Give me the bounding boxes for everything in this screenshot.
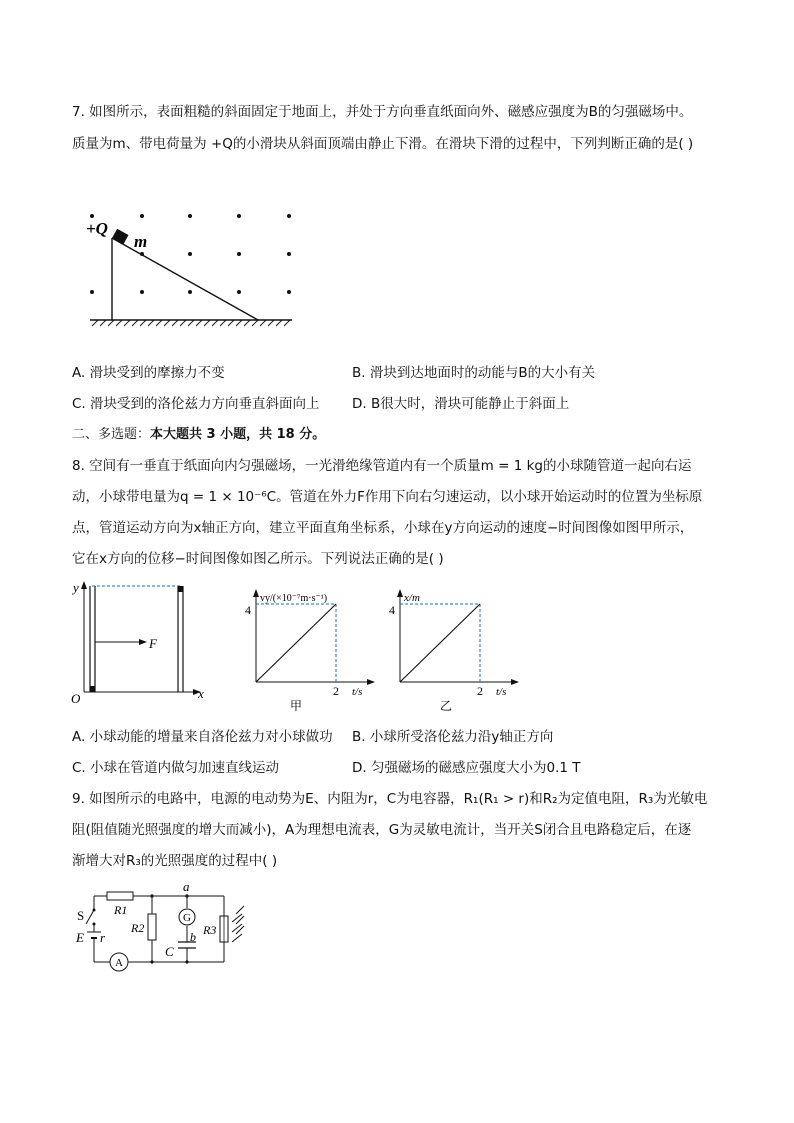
switch-contact-top xyxy=(93,909,96,912)
force-label: F xyxy=(149,636,157,651)
ball-final xyxy=(178,586,183,592)
q7-option-d[interactable]: D. B很大时，滑块可能静止于斜面上 xyxy=(352,396,570,412)
q9-stem-line-1: 9. 如图所示的电路中，电源的电动势为E、内阻为r，C为电容器，R₁(R₁ > r)和R₂为定值电阻，R₃为光敏电 xyxy=(72,791,708,807)
y-axis-arrow xyxy=(81,581,87,589)
q8-stem-line-4: 它在x方向的位移−时间图像如图乙所示。下列说法正确的是( ) xyxy=(72,551,444,567)
charge-label: +Q xyxy=(86,219,108,238)
jia-x-tick-2: 2 xyxy=(333,684,339,698)
q8-stem-line-1: 8. 空间有一垂直于纸面向内匀强磁场，一光滑绝缘管道内有一个质量m = 1 kg的小球随管道一起向右运 xyxy=(72,458,692,474)
q9-stem-line-2: 阻(阻值随光照强度的增大而减小)，A为理想电流表，G为灵敏电流计，当开关S闭合且电路稳定后，在逐 xyxy=(72,822,692,838)
switch-blade xyxy=(86,910,94,924)
jia-series-line xyxy=(256,604,336,682)
q9-stem-line-3: 渐增大对R₃的光照强度的过程中( ) xyxy=(72,853,278,869)
resistor-r2 xyxy=(148,914,156,940)
origin-label: O xyxy=(71,691,81,704)
chart-yi xyxy=(380,584,530,716)
yi-x-label: t/s xyxy=(496,686,507,698)
ammeter-label: A xyxy=(115,957,123,969)
yi-x-axis-arrow xyxy=(511,679,519,685)
force-arrow-head xyxy=(139,639,147,645)
junction-1 xyxy=(150,894,153,897)
switch-label: S xyxy=(77,908,85,923)
ground-hatching xyxy=(92,320,290,326)
galvanometer-label: G xyxy=(183,912,191,924)
junction-4 xyxy=(185,960,188,963)
r3-label: R3 xyxy=(203,923,217,937)
q8-stem-line-2: 动，小球带电量为q = 1 × 10⁻⁶C。管道在外力F作用下向右匀速运动，以小球开始运动时的位置为坐标原 xyxy=(72,489,703,505)
junction-3 xyxy=(150,960,153,963)
jia-caption: 甲 xyxy=(290,699,303,713)
q8-option-a[interactable]: A. 小球动能的增量来自洛伦兹力对小球做功 xyxy=(72,729,333,745)
section-heading xyxy=(72,425,325,445)
r2-label: R2 xyxy=(131,921,145,935)
x-axis-label: x xyxy=(198,686,204,701)
q8-option-c[interactable]: C. 小球在管道内做匀加速直线运动 xyxy=(72,760,280,776)
q8-stem-line-3: 点，管道运动方向为x轴正方向，建立平面直角坐标系，小球在y方向运动的速度−时间图像如图甲所示， xyxy=(72,520,694,536)
jia-y-axis-arrow xyxy=(253,589,259,597)
mass-label: m xyxy=(134,232,148,251)
node-b-label: b xyxy=(190,930,196,944)
yi-y-tick-4: 4 xyxy=(389,603,395,617)
yi-x-tick-2: 2 xyxy=(477,684,483,698)
yi-series-line xyxy=(400,604,480,682)
capacitor-label: C xyxy=(165,944,174,959)
q7-option-c[interactable]: C. 滑块受到的洛伦兹力方向垂直斜面向上 xyxy=(72,396,320,412)
internal-r-label: r xyxy=(100,930,106,945)
q9-circuit-diagram xyxy=(72,880,252,976)
r1-label: R1 xyxy=(114,903,128,917)
section-info: 本大题共 3 小题，共 18 分。 xyxy=(150,427,326,442)
y-axis-label: y xyxy=(73,580,79,595)
q7-stem-line-1: 7. 如图所示，表面粗糙的斜面固定于地面上，并处于方向垂直纸面向外、磁感应强度为B的匀强磁场中。 xyxy=(72,104,693,120)
yi-caption: 乙 xyxy=(440,699,453,713)
node-a-label: a xyxy=(183,880,190,894)
jia-y-label: vy/(×10⁻⁷m·s⁻¹) xyxy=(260,593,328,604)
q7-option-a[interactable]: A. 滑块受到的摩擦力不变 xyxy=(72,365,225,381)
yi-y-label: x/m xyxy=(404,592,420,604)
q7-option-b[interactable]: B. 滑块到达地面时的动能与B的大小有关 xyxy=(352,365,596,381)
jia-x-label: t/s xyxy=(352,686,363,698)
ball-initial xyxy=(90,686,95,692)
emf-label: E xyxy=(76,930,84,945)
slider-block xyxy=(112,229,129,245)
jia-y-tick-4: 4 xyxy=(245,603,251,617)
junction-2 xyxy=(185,894,188,897)
q7-incline-figure xyxy=(86,204,300,340)
light-arrows xyxy=(232,906,244,942)
q8-tube-figure xyxy=(70,578,210,704)
q8-option-d[interactable]: D. 匀强磁场的磁感应强度大小为0.1 T xyxy=(352,760,581,776)
yi-y-axis-arrow xyxy=(397,589,403,597)
switch-contact-bottom xyxy=(93,923,96,926)
jia-x-axis-arrow xyxy=(367,679,375,685)
q8-option-b[interactable]: B. 小球所受洛伦兹力沿y轴正方向 xyxy=(352,729,554,745)
chart-jia xyxy=(236,584,386,716)
section-prefix: 二、多选题： xyxy=(72,427,151,442)
q7-stem-line-2: 质量为m、带电荷量为 +Q的小滑块从斜面顶端由静止下滑。在滑块下滑的过程中，下列判断正确的是( ) xyxy=(72,136,694,152)
resistor-r1 xyxy=(107,892,133,900)
